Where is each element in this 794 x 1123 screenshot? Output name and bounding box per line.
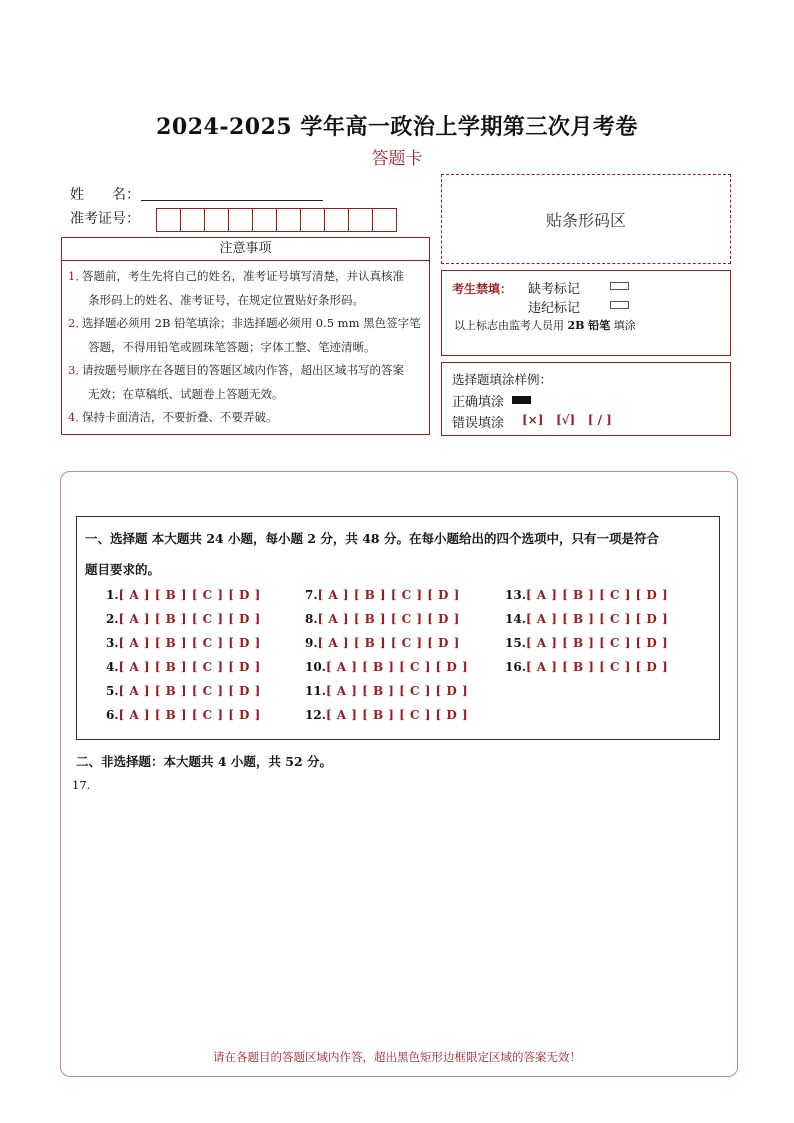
- wrong-fill-label: 错误填涂: [452, 416, 505, 431]
- exam-id-digit-box[interactable]: [300, 208, 325, 232]
- question-row[interactable]: 15.[ A ] [ B ] [ C ] [ D ]: [505, 636, 669, 650]
- correct-fill-example: [512, 396, 531, 404]
- missing-mark-box[interactable]: [610, 282, 629, 290]
- choice-section-instructions-cont: 题目要求的。: [85, 562, 161, 577]
- question-row[interactable]: 11.[ A ] [ B ] [ C ] [ D ]: [305, 684, 469, 698]
- non-choice-section-title: 二、非选择题：本大题共 4 小题，共 52 分。: [76, 754, 333, 769]
- question-row[interactable]: 4.[ A ] [ B ] [ C ] [ D ]: [106, 660, 261, 674]
- name-label: 姓 名：: [70, 187, 140, 203]
- question-row[interactable]: 3.[ A ] [ B ] [ C ] [ D ]: [106, 636, 261, 650]
- exam-id-label: 准考证号：: [70, 211, 140, 227]
- question-row[interactable]: 8.[ A ] [ B ] [ C ] [ D ]: [305, 612, 460, 626]
- notice-item: 1． 答题前，考生先将自己的姓名，准考证号填写清楚，并认真核准: [68, 269, 404, 283]
- question-row[interactable]: 14.[ A ] [ B ] [ C ] [ D ]: [505, 612, 669, 626]
- question-row[interactable]: 13.[ A ] [ B ] [ C ] [ D ]: [505, 588, 669, 602]
- notice-item: 答题，不得用铅笔或圆珠笔答题；字体工整、笔迹清晰。: [88, 339, 376, 354]
- wrong-fill-examples: [×] [√] [ / ]: [522, 413, 612, 427]
- question-row[interactable]: 6.[ A ] [ B ] [ C ] [ D ]: [106, 708, 261, 722]
- notice-item: 4． 保持卡面清洁，不要折叠、不要弄破。: [68, 410, 278, 424]
- barcode-label: 贴条形码区: [545, 210, 626, 230]
- fill-sample-title: 选择题填涂样例：: [452, 372, 553, 387]
- exam-id-digit-box[interactable]: [180, 208, 205, 232]
- exam-id-digit-box[interactable]: [228, 208, 253, 232]
- exam-id-boxes[interactable]: [156, 208, 396, 232]
- exam-id-digit-box[interactable]: [348, 208, 373, 232]
- forbidden-fill-box: [441, 270, 731, 356]
- question-row[interactable]: 10.[ A ] [ B ] [ C ] [ D ]: [305, 660, 469, 674]
- answer-sheet-subtitle: 答题卡: [371, 149, 423, 169]
- violation-mark-label: 违纪标记: [528, 301, 581, 316]
- exam-id-digit-box[interactable]: [324, 208, 349, 232]
- exam-id-digit-box[interactable]: [252, 208, 277, 232]
- question-row[interactable]: 9.[ A ] [ B ] [ C ] [ D ]: [305, 636, 460, 650]
- fill-sample-box: [441, 362, 731, 436]
- choice-section-box: [76, 516, 720, 740]
- forbidden-label: 考生禁填：: [452, 282, 513, 296]
- missing-mark-label: 缺考标记: [528, 282, 581, 297]
- footer-warning: 请在各题目的答题区域内作答，超出黑色矩形边框限定区域的答案无效！: [213, 1050, 581, 1064]
- choice-section-instructions: 一、选择题 本大题共 24 小题，每小题 2 分，共 48 分。在每小题给出的四个选项中，只有一项是符合: [85, 531, 659, 546]
- correct-fill-label: 正确填涂: [452, 395, 505, 410]
- question-row[interactable]: 12.[ A ] [ B ] [ C ] [ D ]: [305, 708, 469, 722]
- exam-id-digit-box[interactable]: [372, 208, 397, 232]
- forbidden-note: 以上标志由监考人员用 2B 铅笔 填涂: [454, 319, 636, 332]
- question-row[interactable]: 7.[ A ] [ B ] [ C ] [ D ]: [305, 588, 460, 602]
- question-row[interactable]: 2.[ A ] [ B ] [ C ] [ D ]: [106, 612, 261, 626]
- notice-item: 3． 请按题号顺序在各题目的答题区域内作答，超出区域书写的答案: [68, 363, 404, 377]
- notice-item: 2． 选择题必须用 2B 铅笔填涂；非选择题必须用 0.5 mm 黑色签字笔: [68, 316, 421, 330]
- notice-list: [61, 261, 430, 435]
- notice-item: 条形码上的姓名、准考证号，在规定位置贴好条形码。: [88, 292, 364, 307]
- exam-id-digit-box[interactable]: [276, 208, 301, 232]
- exam-title: 2024-2025 学年高一政治上学期第三次月考卷: [156, 114, 638, 140]
- question-row[interactable]: 1.[ A ] [ B ] [ C ] [ D ]: [106, 588, 261, 602]
- question-row[interactable]: 5.[ A ] [ B ] [ C ] [ D ]: [106, 684, 261, 698]
- violation-mark-box[interactable]: [610, 301, 629, 309]
- exam-id-digit-box[interactable]: [156, 208, 181, 232]
- question-row[interactable]: 16.[ A ] [ B ] [ C ] [ D ]: [505, 660, 669, 674]
- notice-title: 注意事项: [61, 237, 430, 261]
- question-17-label: 17.: [72, 778, 91, 792]
- notice-item: 无效；在草稿纸、试题卷上答题无效。: [88, 386, 284, 401]
- name-field[interactable]: [141, 200, 323, 201]
- barcode-area: [441, 174, 731, 264]
- question-17-answer-area[interactable]: [72, 800, 722, 1030]
- exam-id-digit-box[interactable]: [204, 208, 229, 232]
